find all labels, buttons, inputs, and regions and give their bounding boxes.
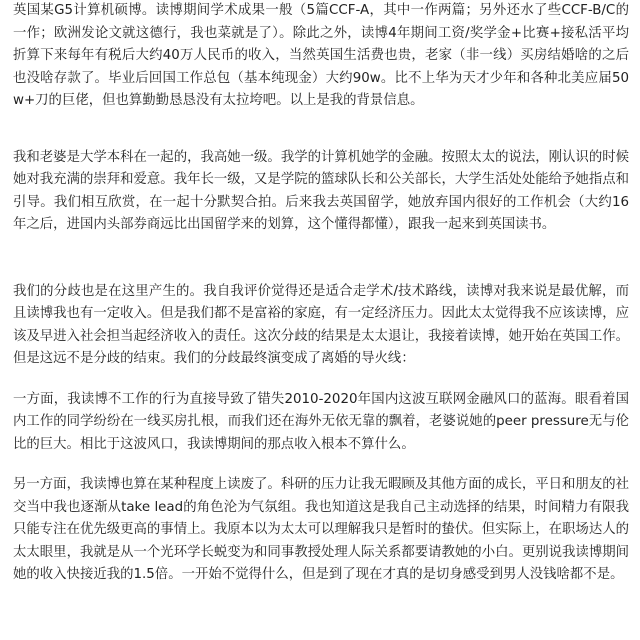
paragraph-spacer [13, 371, 629, 389]
paragraph-disagreement: 我们的分歧也是在这里产生的。我自我评价觉得还是适合走学术/技术路线，读博对我来说是最优解，而且读博我也有一定收入。但是我们都不是富裕的家庭，有一定经济压力。因此太太觉得我不应该读博，应该及早进入社会担当起经济收入的责任。这次分歧的结果是太太退让，我接着读博，她开始在英国工作。但是这远不是分歧的结束。我们的分歧最终演变成了离婚的导火线： [13, 283, 629, 366]
paragraph-phd-cost: 另一方面，我读博也算在某种程度上读废了。科研的压力让我无暇顾及其他方面的成长，平日和朋友的社交当中我也逐渐从take lead的角色沦为气氛组。我也知道这是我自己主动选择的结果，时间精力有限我只能专注在优先级更高的事情上。我原本以为太太可以理解我只是暂时的蛰伏。但实际上，在职场达人的太太眼里，我就是从一个光环学长蜕变为和同事教授处理人际关系都要请教她的小白。更别说我读博期间她的收入快接近我的1.5倍。一开始不觉得什么，但是到了现在才真的是切身感受到男人没钱啥都不是。 [13, 477, 629, 582]
paragraph-spacer [13, 456, 629, 474]
paragraph-relationship: 我和老婆是大学本科在一起的，我高她一级。我学的计算机她学的金融。按照太太的说法，刚认识的时候她对我充满的崇拜和爱意。我年长一级，又是学院的篮球队长和公关部长，大学生活处处能给予她指点和引导。我们相互欣赏，在一起十分默契合拍。后来我去英国留学，她放弃国内很好的工作机会（大约16年之后，进国内头部券商远比出国留学来的划算，这个懂得都懂），跟我一起来到英国读书。 [13, 149, 629, 232]
paragraph-background: 英国某G5计算机硕博。读博期间学术成果一般（5篇CCF-A，其中一作两篇；另外还水了些CCF-B/C的一作；欧洲发论文就这德行，我也菜就是了）。除此之外，读博4年期间工资/奖学金+比赛+接私活平均折算下来每年有税后大约40万人民币的收入，当然英国生活费也贵，老家（非一线）买房结婚啥的之后也没啥存款了。毕业后回国工作总包（基本纯现金）大约90w。比不上华为天才少年和各种北美应届50w+刀的巨佬，但也算勤勤恳恳没有太拉垮吧。以上是我的背景信息。 [13, 3, 629, 108]
article-body [13, 0, 629, 587]
paragraph-spacer [13, 237, 629, 281]
paragraph-spacer [13, 113, 629, 147]
paragraph-missed-opportunity: 一方面，我读博不工作的行为直接导致了错失2010-2020年国内这波互联网金融风口的蓝海。眼看着国内工作的同学纷纷在一线买房扎根，而我们还在海外无依无靠的飘着，老婆说她的peer pressure无与伦比的巨大。相比于这波风口，我读博期间的那点收入根本不算什么。 [13, 391, 629, 452]
